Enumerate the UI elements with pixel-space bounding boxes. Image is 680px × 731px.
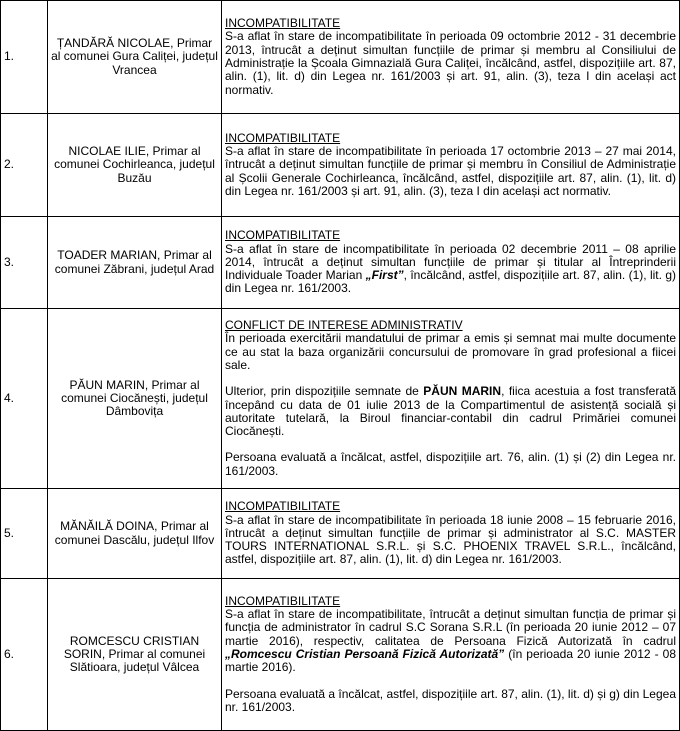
person-name-bold: PĂUN MARIN (423, 384, 502, 399)
table-row (1, 489, 680, 579)
finding-cell (222, 217, 680, 309)
finding-text-start: S-a aflat în stare de incompatibilitate în perioada 02 decembrie 2011 – 08 aprilie 2014, întrucât a deținut simultan funcțiile de primar și titular al Întreprinderii Individuale Toader Marian (225, 241, 676, 283)
row-number: 4. (1, 309, 48, 489)
person-cell: MĂNĂILĂ DOINA, Primar al comunei Dascălu, județul Ilfov (48, 489, 222, 579)
finding-text (225, 243, 676, 296)
table-row (1, 579, 680, 731)
finding-paragraph-2: Ulterior, prin dispozițiile semnate de PĂUN MARIN, fiica acestuia a fost transferată începând cu data de 01 iulie 2013 de la Compartimentul de asistență socială și autoritate tutelară, la Biroul financiar-contabil din cadrul Primăriei comunei Ciocănești. (225, 384, 676, 439)
row-number: 6. (1, 579, 48, 731)
person-cell: TOADER MARIAN, Primar al comunei Zăbrani, județul Arad (48, 217, 222, 309)
person-cell: NICOLAE ILIE, Primar al comunei Cochirleanca, județul Buzău (48, 114, 222, 217)
finding-heading: INCOMPATIBILITATE (225, 228, 341, 243)
finding-cell (222, 579, 680, 731)
row-number: 5. (1, 489, 48, 579)
finding-paragraph-1: S-a aflat în stare de incompatibilitate, întrucât a deținut simultan funcția de primar și funcția de administrator în cadrul S.C Sorana S.R.L (în perioada 20 iunie 2012 – 07 martie 2016), respectiv, calitatea de Persoana Fizică Autorizată în cadrul „Romcescu Cristian Persoană Fizică Autorizată” (în perioada 20 iunie 2012 - 08 martie 2016). (225, 607, 676, 675)
finding-paragraph-1: În perioada exercitării mandatului de primar a emis și semnat mai multe documente ce au stat la baza organizării concursului de promovare în grad profesional a fiicei sale. (225, 331, 676, 372)
finding-cell (222, 1, 680, 114)
finding-paragraph-2: Persoana evaluată a încălcat, astfel, dispozițiile art. 87, alin. (1), lit. d) și g) din Legea nr. 161/2003. (225, 686, 676, 714)
finding-text-end: , încălcând, astfel, dispozițiile art. 87, alin. (1), lit. g) din Legea nr. 161/2003. (225, 268, 677, 296)
table-row (1, 114, 680, 217)
table-row (1, 217, 680, 309)
row-number: 2. (1, 114, 48, 217)
finding-cell (222, 489, 680, 579)
finding-cell (222, 309, 680, 489)
finding-heading: INCOMPATIBILITATE (225, 499, 341, 514)
table-row (1, 309, 680, 489)
finding-cell (222, 114, 680, 217)
finding-heading: INCOMPATIBILITATE (225, 593, 341, 608)
finding-heading: INCOMPATIBILITATE (225, 130, 341, 145)
finding-text: S-a aflat în stare de incompatibilitate în perioada 09 octombrie 2012 - 31 decembrie 2013, întrucât a deținut simultan funcțiile de primar și membru al Consiliului de Administrație la Școala Gimnazială Gura Caliței, încălcând, astfel, dispozițiile art. 87, alin. (1), lit. d) din Legea nr. 161/2003 și art. 91, alin. (3), teza I din același act normativ. (225, 29, 676, 97)
finding-text: S-a aflat în stare de incompatibilitate în perioada 17 octombrie 2013 – 27 mai 2014, întrucât a deținut simultan funcțiile de primar și membru în Consiliul de Administrație al Școlii Generale Cochirleanca, încălcând, astfel, dispozițiile art. 87, alin. (1), lit. d) din Legea nr. 161/2003 și art. 91, alin. (3), teza I din același act normativ. (225, 144, 676, 198)
finding-paragraph-3: Persoana evaluată a încălcat, astfel, dispozițiile art. 76, alin. (1) și (2) din Legea nr. 161/2003. (225, 450, 676, 478)
person-cell: PĂUN MARIN, Primar al comunei Ciocănești, județul Dâmbovița (48, 309, 222, 489)
table-row (1, 1, 680, 114)
person-cell: ROMCESCU CRISTIAN SORIN, Primar al comunei Slătioara, județul Vâlcea (48, 579, 222, 731)
finding-text: S-a aflat în stare de incompatibilitate în perioada 18 iunie 2008 – 15 februarie 2016, întrucât a deținut simultan funcțiile de primar și administrator al S.C. MASTER TOURS INTERNATIONAL S.R.L. și S.C. PHOENIX TRAVEL S.R.L., încălcând, astfel, dispozițiile art. 87, alin. (1), lit. d) din Legea nr. 161/2003. (225, 512, 676, 567)
firm-name: „First” (365, 268, 404, 283)
firm-name: „Romcescu Cristian Persoană Fizică Autorizată” (225, 647, 505, 661)
finding-heading: CONFLICT DE INTERESE ADMINISTRATIV (225, 318, 463, 333)
row-number: 1. (1, 1, 48, 114)
row-number: 3. (1, 217, 48, 309)
finding-heading: INCOMPATIBILITATE (225, 16, 341, 31)
person-cell: ȚANDĂRĂ NICOLAE, Primar al comunei Gura Caliței, județul Vrancea (48, 1, 222, 114)
